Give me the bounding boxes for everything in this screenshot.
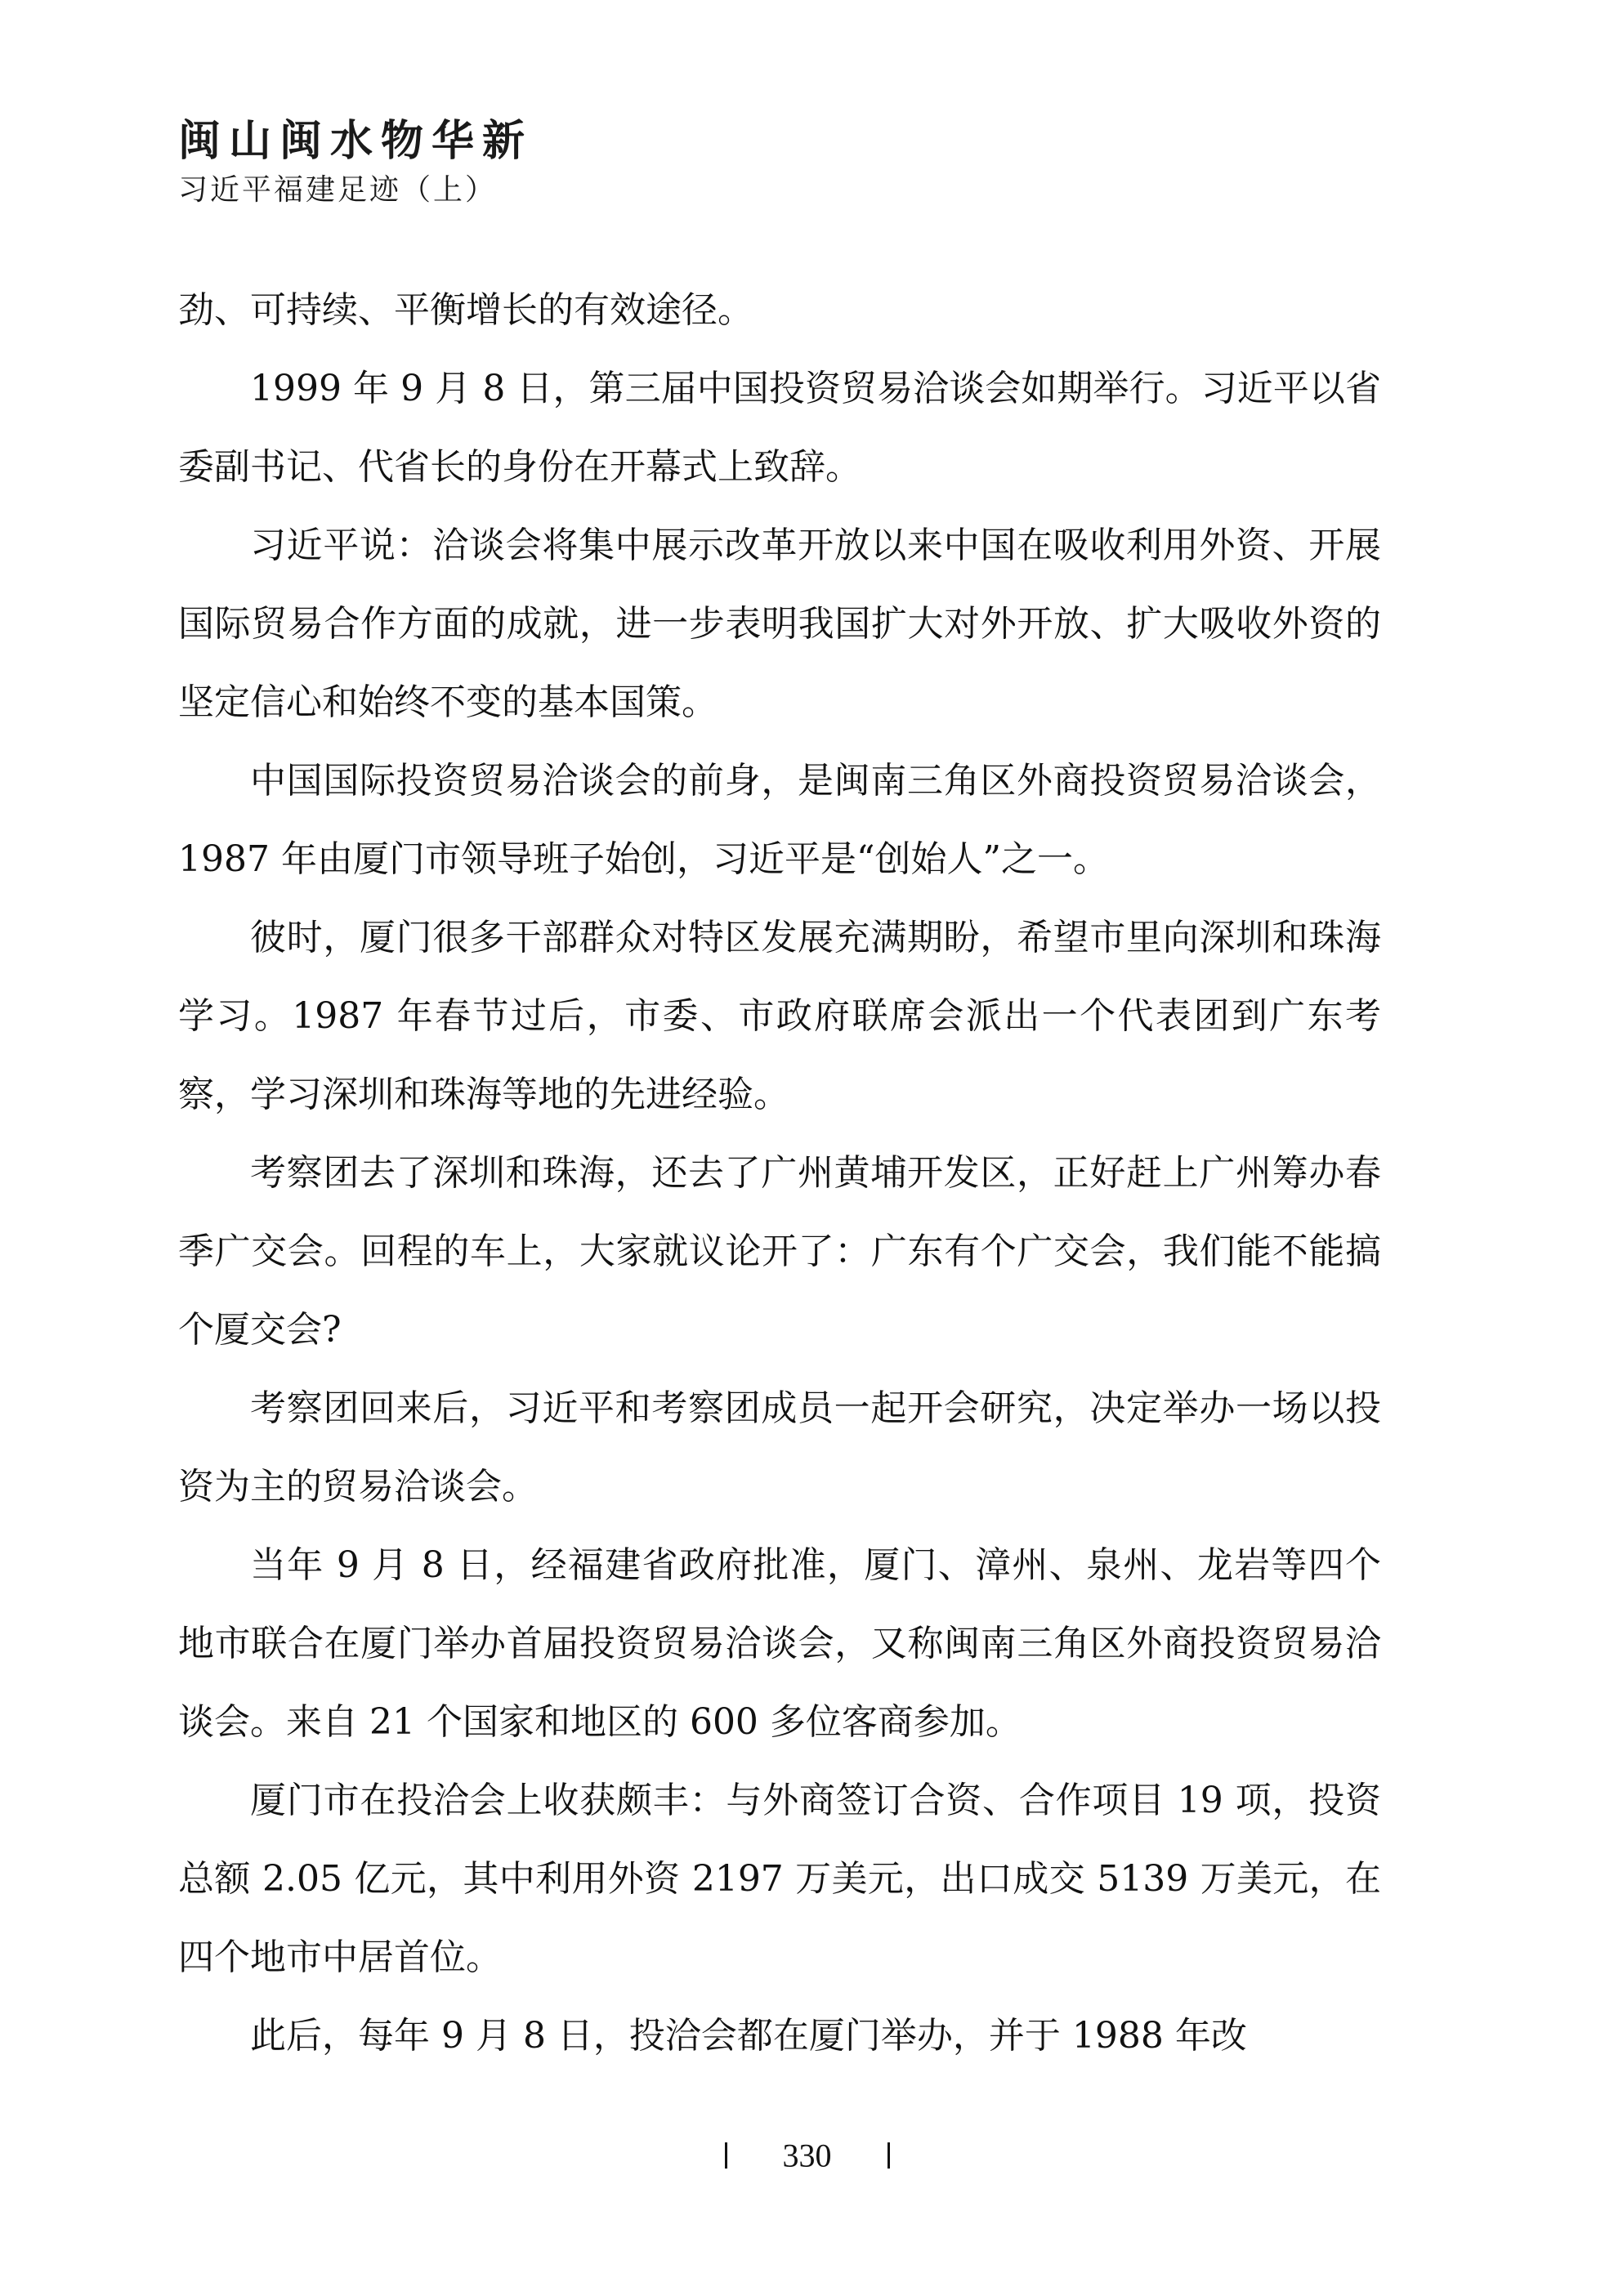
book-title: 闽山闽水物华新 bbox=[178, 116, 534, 166]
paragraph: 习近平说：洽谈会将集中展示改革开放以来中国在吸收利用外资、开展国际贸易合作方面的成就，进一步表明我国扩大对外开放、扩大吸收外资的坚定信心和始终不变的基本国策。 bbox=[178, 525, 1381, 723]
page-number: 330 bbox=[782, 2137, 832, 2174]
body-text bbox=[178, 271, 1381, 2075]
paragraph: 此后，每年 9 月 8 日，投洽会都在厦门举办，并于 1988 年改 bbox=[250, 2015, 1247, 2057]
page-footer bbox=[0, 2133, 1614, 2174]
paragraph: 1999 年 9 月 8 日，第三届中国投资贸易洽谈会如期举行。习近平以省委副书记、代省长的身份在开幕式上致辞。 bbox=[178, 368, 1381, 488]
paragraph: 厦门市在投洽会上收获颇丰：与外商签订合资、合作项目 19 项，投资总额 2.05 亿元，其中利用外资 2197 万美元，出口成交 5139 万美元，在四个地市中居首位。 bbox=[178, 1780, 1381, 1978]
paragraph: 中国国际投资贸易洽谈会的前身，是闽南三角区外商投资贸易洽谈会，1987 年由厦门市领导班子始创，习近平是“创始人”之一。 bbox=[178, 760, 1381, 880]
paragraph: 当年 9 月 8 日，经福建省政府批准，厦门、漳州、泉州、龙岩等四个地市联合在厦门举办首届投资贸易洽谈会，又称闽南三角区外商投资贸易洽谈会。来自 21 个国家和地区的 600 多位客商参加。 bbox=[178, 1544, 1381, 1743]
book-subtitle: 习近平福建足迹（上） bbox=[178, 173, 498, 207]
folio-bar-right bbox=[887, 2142, 890, 2169]
paragraph: 考察团去了深圳和珠海，还去了广州黄埔开发区，正好赶上广州筹办春季广交会。回程的车上，大家就议论开了：广东有个广交会，我们能不能搞个厦交会? bbox=[178, 1152, 1381, 1351]
folio-bar-left bbox=[725, 2142, 727, 2169]
paragraph: 劲、可持续、平衡增长的有效途径。 bbox=[178, 289, 753, 331]
paragraph: 彼时，厦门很多干部群众对特区发展充满期盼，希望市里向深圳和珠海学习。1987 年春节过后，市委、市政府联席会派出一个代表团到广东考察，学习深圳和珠海等地的先进经验。 bbox=[178, 917, 1381, 1115]
paragraph: 考察团回来后，习近平和考察团成员一起开会研究，决定举办一场以投资为主的贸易洽谈会。 bbox=[178, 1387, 1381, 1508]
